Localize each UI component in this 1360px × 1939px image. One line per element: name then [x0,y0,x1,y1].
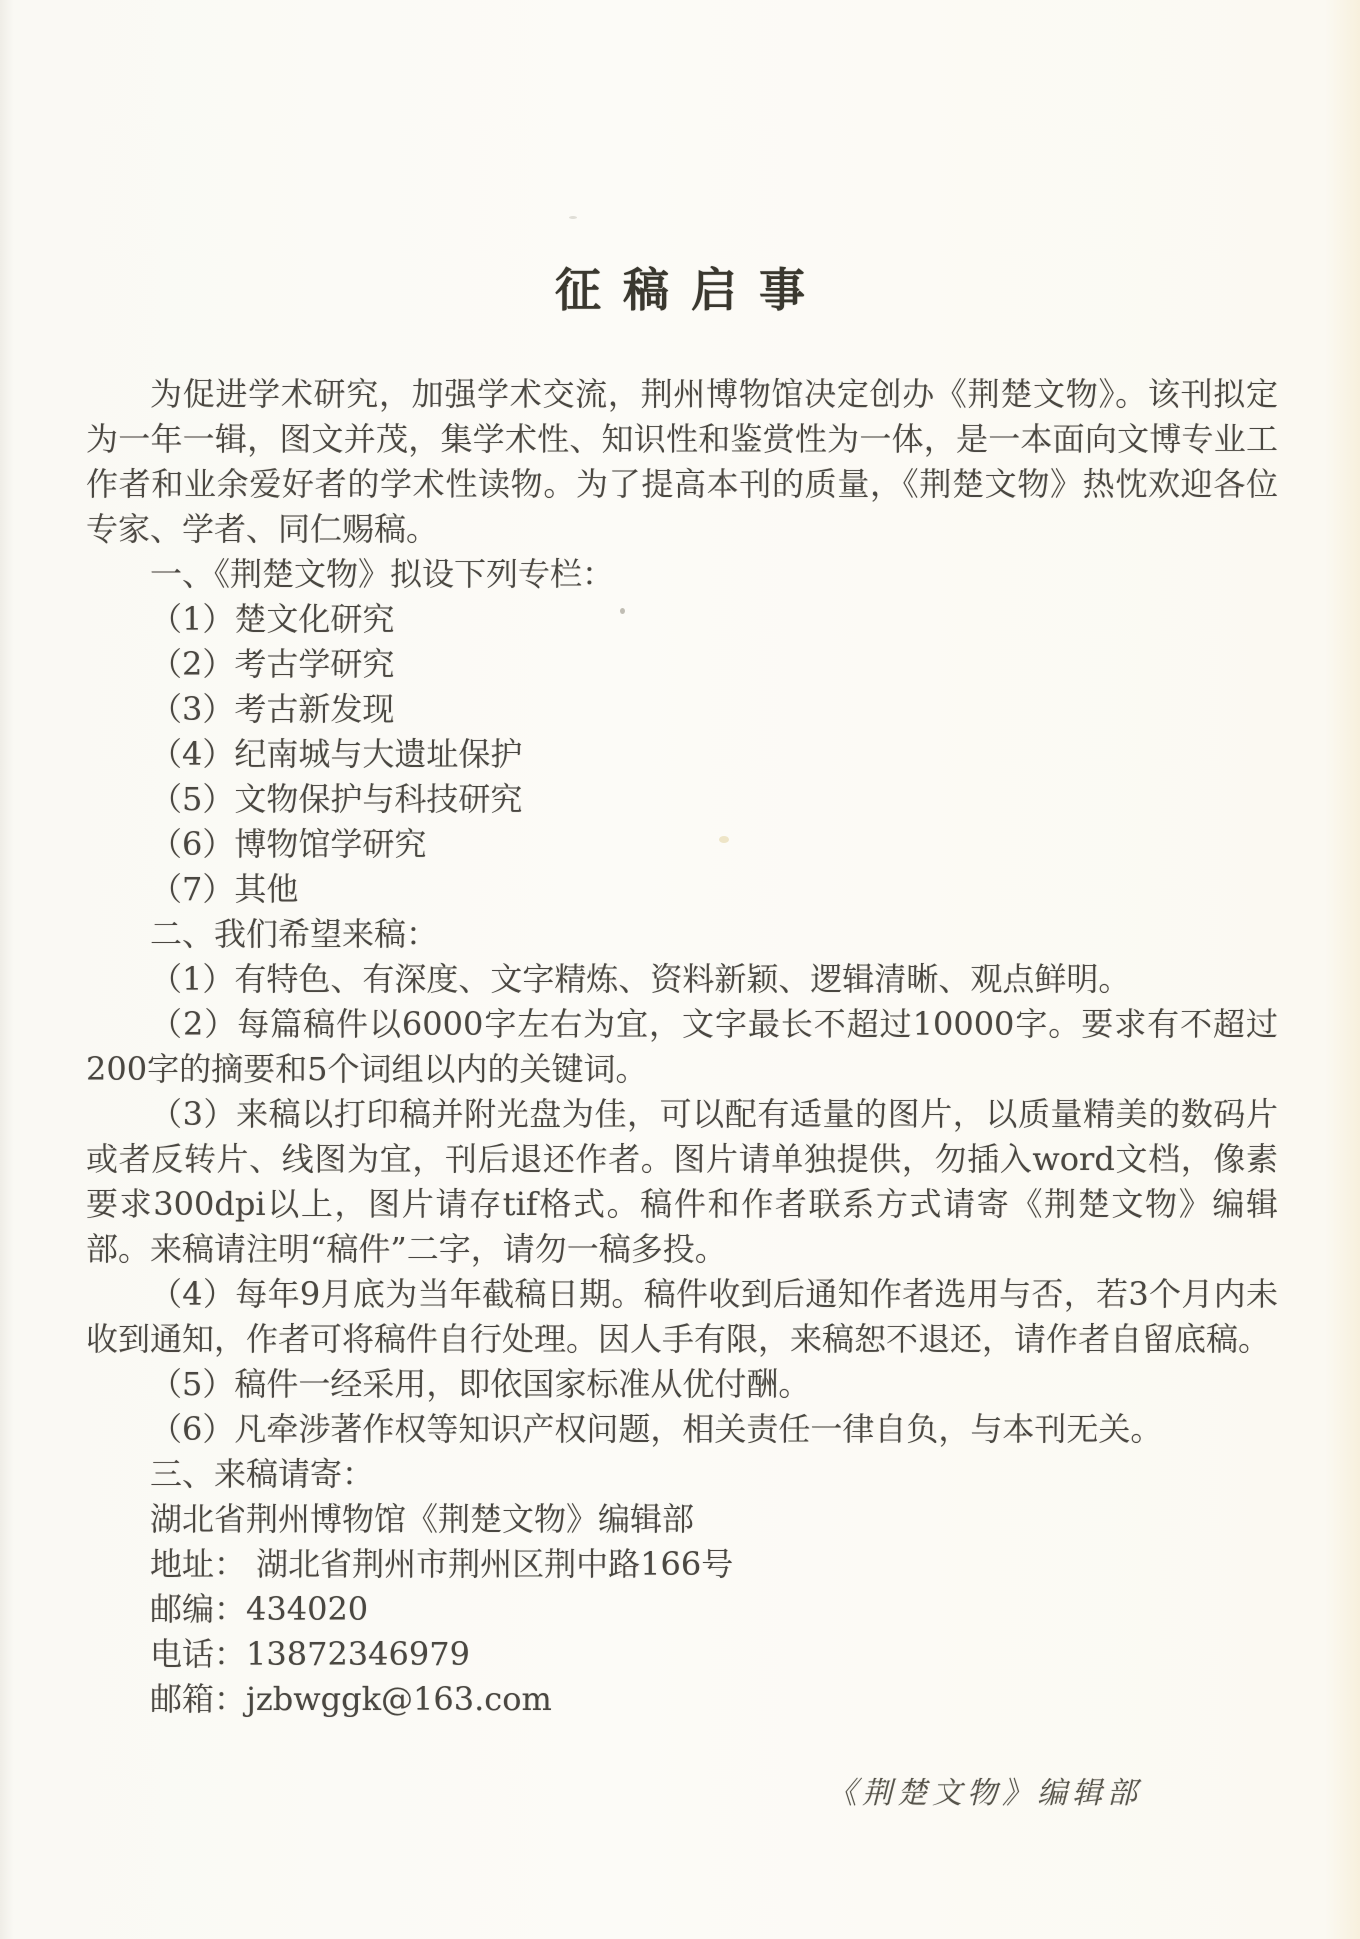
editorial-signature: 《荆楚文物》编辑部 [827,1776,1142,1811]
intro-paragraph: 为促进学术研究，加强学术交流，荆州博物馆决定创办《荆楚文物》。该刊拟定为一年一辑，图文并茂，集学术性、知识性和鉴赏性为一体，是一本面向文博专业工作者和业余爱好者的学术性读物。为了提高本刊的质量，《荆楚文物》热忱欢迎各位专家、学者、同仁赐稿。 [86,375,1278,548]
document-body [86,372,1278,1722]
section-2-item-1: （1）有特色、有深度、文字精炼、资料新颖、逻辑清晰、观点鲜明。 [150,960,1131,998]
contact-line-phone: 电话：13872346979 [150,1635,470,1673]
document-title: 征稿启事 [555,263,827,317]
section-1-item-3: （3）考古新发现 [150,690,395,728]
contact-line-postcode: 邮编：434020 [150,1590,369,1628]
section-1-item-4: （4）纪南城与大遗址保护 [150,735,523,773]
section-2-item-3: （3）来稿以打印稿并附光盘为佳，可以配有适量的图片，以质量精美的数码片或者反转片、线图为宜，刊后退还作者。图片请单独提供，勿插入word文档，像素要求300dpi以上，图片请存tif格式。稿件和作者联系方式请寄《荆楚文物》编辑部。来稿请注明“稿件”二字，请勿一稿多投。 [86,1095,1278,1268]
section-1-item-2: （2）考古学研究 [150,645,395,683]
section-2-item-5: （5）稿件一经采用，即依国家标准从优付酬。 [150,1365,811,1403]
contact-line-publisher: 湖北省荆州博物馆《荆楚文物》编辑部 [150,1500,695,1538]
section-2-item-4: （4）每年9月底为当年截稿日期。稿件收到后通知作者选用与否，若3个月内未收到通知，作者可将稿件自行处理。因人手有限，来稿恕不退还，请作者自留底稿。 [86,1275,1278,1358]
section-1-item-7: （7）其他 [150,870,299,908]
section-1-heading: 一、《荆楚文物》拟设下列专栏： [150,555,615,593]
contact-line-email: 邮箱：jzbwggk@163.com [150,1680,552,1718]
section-1-item-6: （6）博物馆学研究 [150,825,427,863]
contact-line-address: 地址： 湖北省荆州市荆州区荆中路166号 [150,1545,734,1583]
section-2-item-6: （6）凡牵涉著作权等知识产权问题，相关责任一律自负，与本刊无关。 [150,1410,1163,1448]
section-2-heading: 二、我们希望来稿： [150,915,439,953]
section-1-item-1: （1）楚文化研究 [150,600,395,638]
section-2-item-2: （2）每篇稿件以6000字左右为宜，文字最长不超过10000字。要求有不超过200字的摘要和5个词组以内的关键词。 [86,1005,1278,1088]
section-3-heading: 三、来稿请寄： [150,1455,375,1493]
section-1-item-5: （5）文物保护与科技研究 [150,780,523,818]
